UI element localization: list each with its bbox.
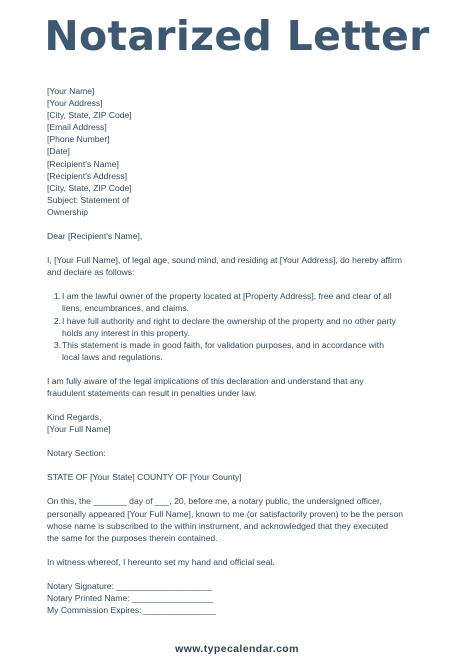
letter-body <box>47 85 432 616</box>
declaration-list <box>47 290 432 363</box>
notary-section-heading: Notary Section: <box>47 448 106 459</box>
recipient-address: [Recipient's Address] <box>47 170 127 181</box>
list-item-text: local laws and regulations. <box>62 351 163 362</box>
list-item-number: 2. <box>53 315 61 326</box>
list-item-text: liens, encumbrances, and claims. <box>62 303 190 314</box>
sender-name: [Your Name] <box>47 86 95 96</box>
notary-body-line: On this, the _______ day of ___, 20, before me, a notary public, the undersigned officer, <box>47 496 382 507</box>
list-item-number: 3. <box>53 339 61 350</box>
awareness-line: I am fully aware of the legal implications of this declaration and understand that any <box>47 375 364 386</box>
sender-email: [Email Address] <box>47 122 107 133</box>
list-item-text: This statement is made in good faith, for validation purposes, and in accordance with <box>62 339 384 350</box>
notary-acknowledgment <box>47 495 432 543</box>
sender-phone: [Phone Number] <box>47 134 110 145</box>
notary-body-line: the same for the purposes therein contained. <box>47 532 218 543</box>
notary-body-line: personally appeared [Your Full Name], known to me (or satisfactorily proven) to be the person <box>47 508 404 519</box>
sender-recipient-block <box>47 85 432 218</box>
list-item-text: I have full authority and right to declare the ownership of the property and no other party <box>62 315 396 326</box>
intro-line: and declare as follows: <box>47 267 135 278</box>
notary-body-line: whose name is subscribed to the within instrument, and acknowledged that they executed <box>47 520 389 531</box>
notary-signature-line: Notary Signature: ____________________ <box>47 580 212 591</box>
notary-printed-name-line: Notary Printed Name: _________________ <box>47 593 214 603</box>
intro-line: I, [Your Full Name], of legal age, sound mind, and residing at [Your Address], do hereby affirm <box>47 255 403 266</box>
witness-statement: In witness whereof, I hereunto set my hand and official seal. <box>47 556 275 567</box>
recipient-city-state-zip: [City, State, ZIP Code] <box>47 182 132 193</box>
list-item-text: I am the lawful owner of the property located at [Property Address], free and clear of all <box>62 291 392 302</box>
closing: Kind Regards, <box>47 412 102 423</box>
commission-expires-line: My Commission Expires: _______________ <box>47 605 216 616</box>
document-title: Notarized Letter <box>44 12 430 60</box>
letter-date: [Date] <box>47 146 70 157</box>
recipient-name: [Recipient's Name] <box>47 158 119 169</box>
salutation: Dear [Recipient's Name], <box>47 231 143 242</box>
intro-paragraph <box>47 254 432 278</box>
awareness-line: fraudulent statements can result in penalties under law. <box>47 387 257 398</box>
list-item <box>47 315 432 339</box>
list-item <box>47 290 432 314</box>
list-item <box>47 339 432 363</box>
state-county-line: STATE OF [Your State] COUNTY OF [Your County] <box>47 472 242 483</box>
awareness-paragraph <box>47 375 432 399</box>
sender-city-state-zip: [City, State, ZIP Code] <box>47 110 132 121</box>
closing-name: [Your Full Name] <box>47 424 111 435</box>
subject-line: Subject: Statement of <box>47 194 130 205</box>
sender-address: [Your Address] <box>47 98 103 109</box>
subject-line-continued: Ownership <box>47 206 89 217</box>
footer-url[interactable]: www.typecalendar.com <box>175 643 299 655</box>
list-item-number: 1. <box>53 291 61 302</box>
list-item-text: holds any interest in this property. <box>62 327 190 338</box>
